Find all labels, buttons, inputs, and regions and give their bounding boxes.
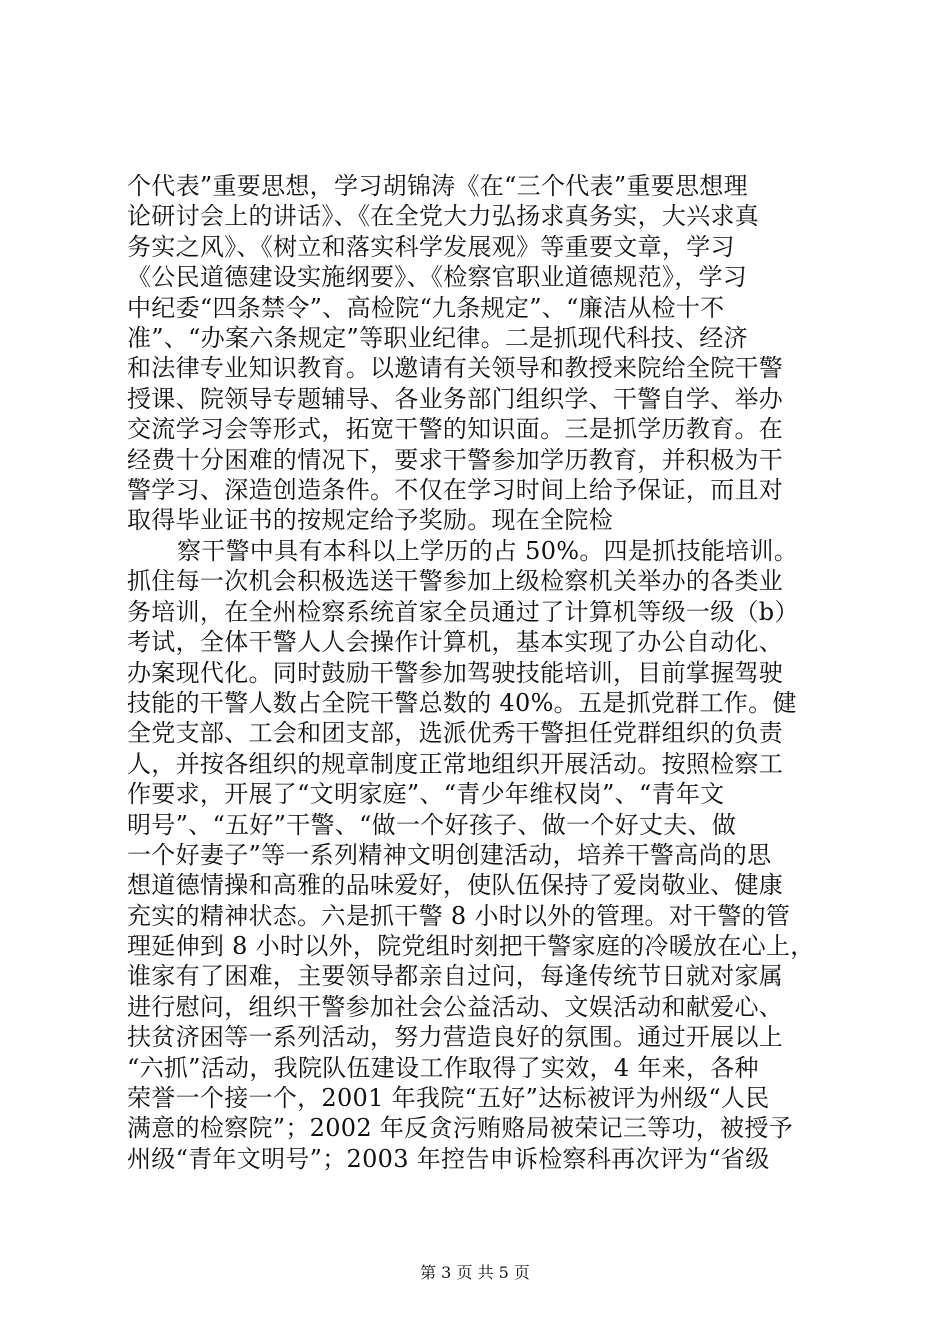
text-line: 全党支部、工会和团支部，选派优秀干警担任党群组织的负责 xyxy=(127,719,784,748)
text-line: 办案现代化。同时鼓励干警参加驾驶技能培训，目前掌握驾驶 xyxy=(127,658,784,687)
text-line: 个代表”重要思想，学习胡锦涛《在“三个代表”重要思想理 xyxy=(127,172,748,200)
text-line: 经费十分困难的情况下，要求干警参加学历教育，并积极为干 xyxy=(127,445,784,474)
page-number-label: 第 3 页 共 5 页 xyxy=(420,1263,530,1282)
text-line: “六抓”活动，我院队伍建设工作取得了实效，4 年来，各种 xyxy=(127,1053,759,1082)
text-line: 论研讨会上的讲话》、《在全党大力弘扬求真务实，大兴求真 xyxy=(127,202,760,231)
text-line: 警学习、深造创造条件。不仅在学习时间上给予保证，而且对 xyxy=(127,475,784,504)
text-line: 扶贫济困等一系列活动，努力营造良好的氛围。通过开展以上 xyxy=(127,1023,784,1052)
text-line: 州级“青年文明号”；2003 年控告申诉检察科再次评为“省级 xyxy=(127,1144,770,1173)
text-line: 《公民道德建设实施纲要》、《检察官职业道德规范》，学习 xyxy=(127,263,748,292)
text-line: 取得毕业证书的按规定给予奖励。现在全院检 xyxy=(127,506,613,535)
text-line: 交流学习会等形式，拓宽干警的知识面。三是抓学历教育。在 xyxy=(127,415,784,444)
body-paragraph-2 xyxy=(127,536,847,1174)
text-line: 明号”、“五好”干警、“做一个好孩子、做一个好丈夫、做 xyxy=(127,810,737,839)
page-footer xyxy=(0,1260,950,1283)
text-line: 作要求，开展了“文明家庭”、“青少年维权岗”、“青年文 xyxy=(127,780,725,809)
text-line: 考试，全体干警人人会操作计算机，基本实现了办公自动化、 xyxy=(127,628,784,657)
text-line: 技能的干警人数占全院干警总数的 40%。五是抓党群工作。健 xyxy=(127,688,797,717)
text-line: 察干警中具有本科以上学历的占 50%。四是抓技能培训。 xyxy=(177,537,799,565)
text-line: 一个好妻子”等一系列精神文明创建活动，培养干警高尚的思 xyxy=(127,840,772,869)
text-line: 中纪委“四条禁令”、高检院“九条规定”、“廉洁从检十不 xyxy=(127,293,725,322)
text-line: 务实之风》、《树立和落实科学发展观》等重要文章，学习 xyxy=(127,232,735,261)
text-line: 荣誉一个接一个，2001 年我院“五好”达标被评为州级“人民 xyxy=(127,1084,770,1113)
text-line: 授课、院领导专题辅导、各业务部门组织学、干警自学、举办 xyxy=(127,384,784,413)
text-line: 满意的检察院”；2002 年反贪污贿赂局被荣记三等功，被授予 xyxy=(127,1114,793,1143)
text-line: 理延伸到 8 小时以外，院党组时刻把干警家庭的冷暖放在心上， xyxy=(127,932,815,961)
text-line: 想道德情操和高雅的品味爱好，使队伍保持了爱岗敬业、健康 xyxy=(127,871,784,900)
text-line: 充实的精神状态。六是抓干警 8 小时以外的管理。对干警的管 xyxy=(127,901,791,930)
text-line: 准”、“办案六条规定”等职业纪律。二是抓现代科技、经济 xyxy=(127,323,748,352)
body-paragraph-1 xyxy=(127,171,847,536)
text-line: 人，并按各组织的规章制度正常地组织开展活动。按照检察工 xyxy=(127,749,784,778)
text-line: 谁家有了困难，主要领导都亲自过问，每逢传统节日就对家属 xyxy=(127,962,784,991)
text-line: 和法律专业知识教育。以邀请有关领导和教授来院给全院干警 xyxy=(127,354,784,383)
text-line: 进行慰问，组织干警参加社会公益活动、文娱活动和献爱心、 xyxy=(127,992,784,1021)
text-line: 务培训，在全州检察系统首家全员通过了计算机等级一级（b） xyxy=(127,597,799,626)
text-line: 抓住每一次机会积极选送干警参加上级检察机关举办的各类业 xyxy=(127,567,784,596)
